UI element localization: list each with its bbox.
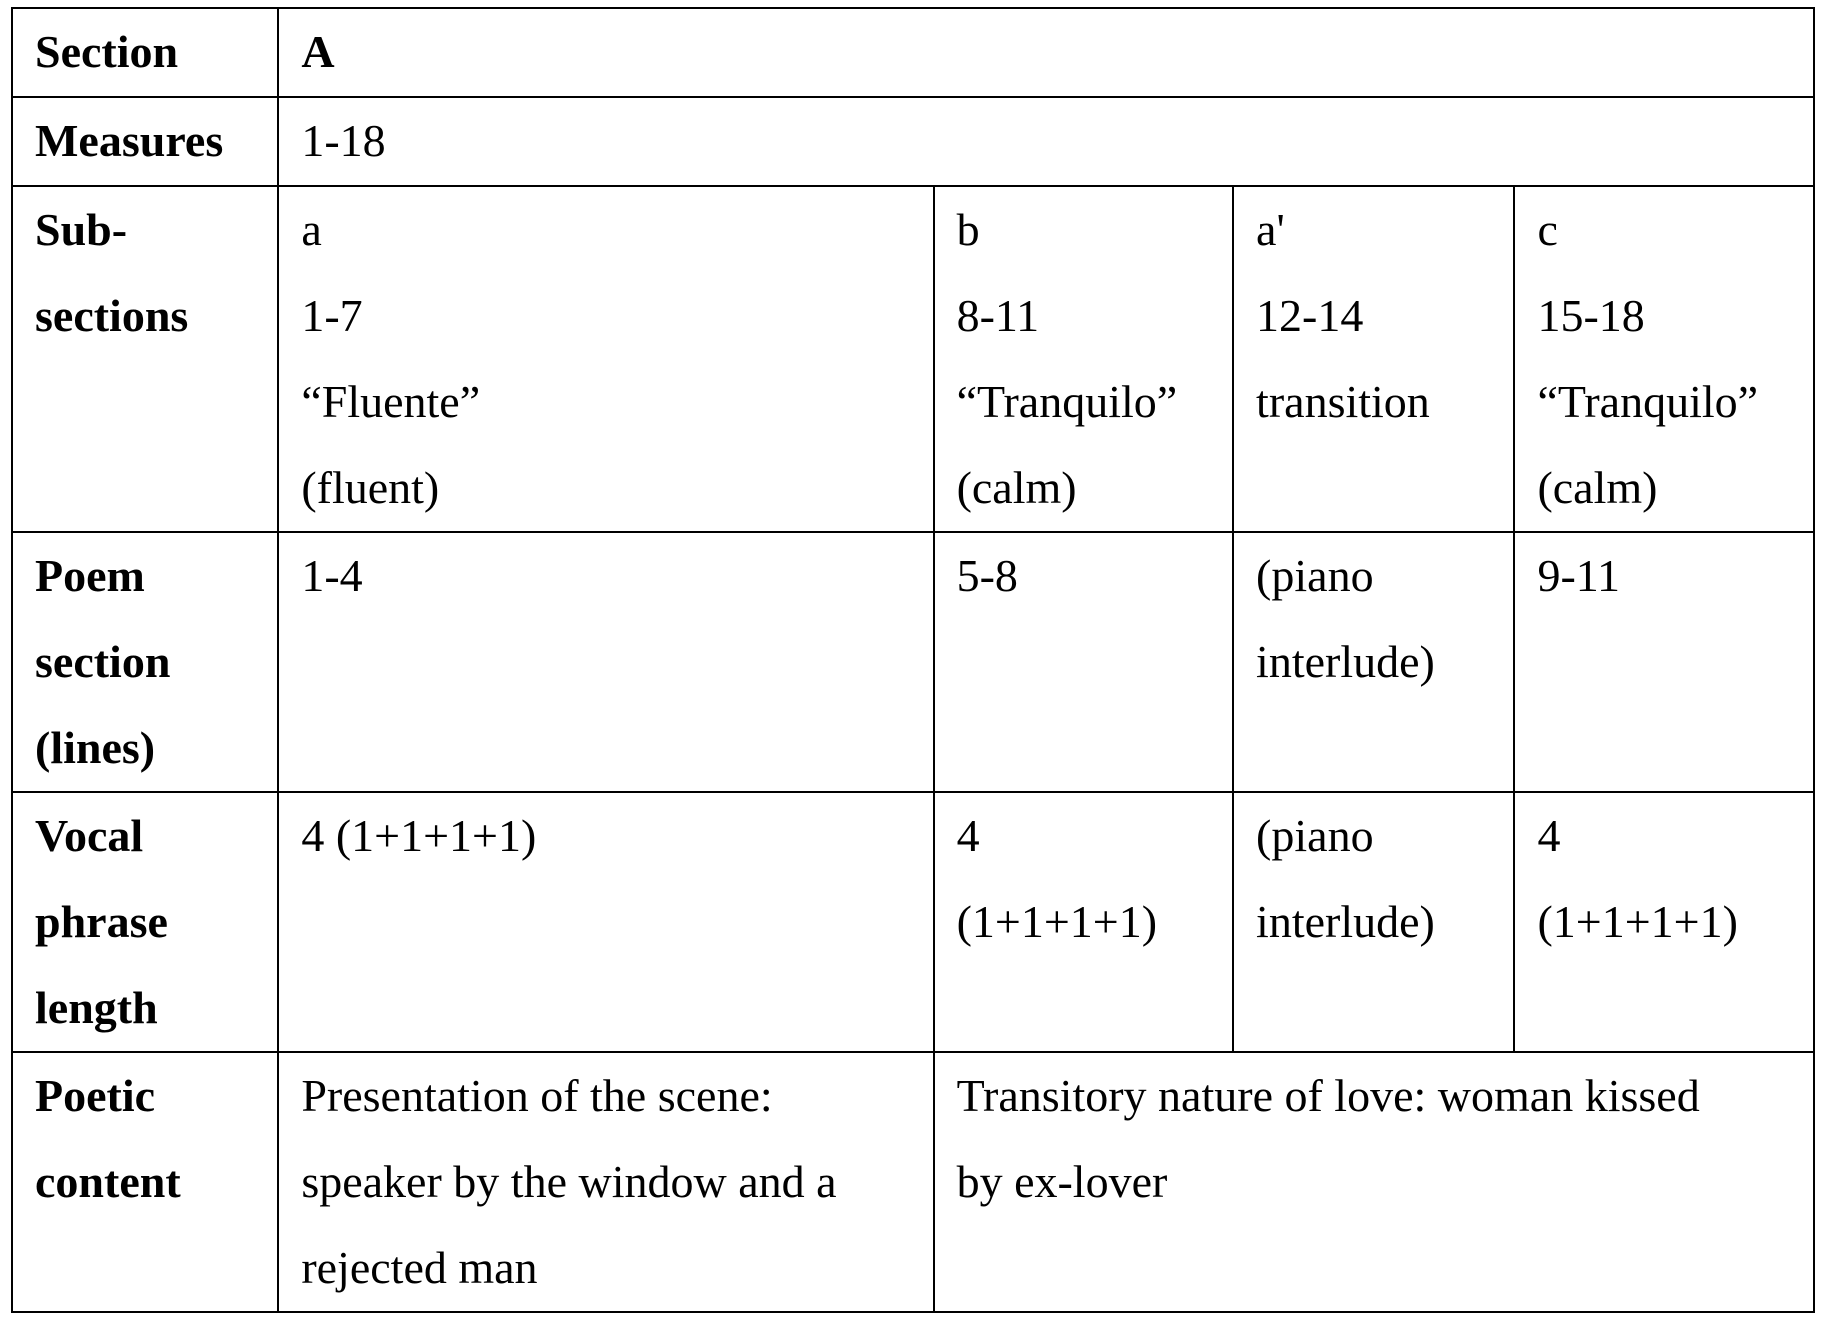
subsection-b-cell xyxy=(934,186,1233,532)
cell-line: 8-11 xyxy=(956,290,1040,341)
cell-line: 4 xyxy=(956,810,980,861)
cell-line: (calm) xyxy=(956,462,1077,513)
vocal-phrase-label xyxy=(12,792,278,1052)
row-measures xyxy=(12,97,1814,186)
label-line: phrase xyxy=(35,896,168,947)
row-vocal-phrase-length xyxy=(12,792,1814,1052)
vocal-phrase-b-cell xyxy=(934,792,1233,1052)
subsection-a-prime-cell xyxy=(1233,186,1514,532)
label-line: Sub- xyxy=(35,204,128,255)
cell-line: 15-18 xyxy=(1537,290,1645,341)
label-line: (lines) xyxy=(35,722,156,773)
poetic-content-b-cell xyxy=(934,1052,1814,1312)
cell-line: (fluent) xyxy=(301,462,440,513)
subsections-label xyxy=(12,186,278,532)
subsection-a-cell xyxy=(278,186,933,532)
cell-line: 9-11 xyxy=(1537,550,1621,601)
cell-line: 4 (1+1+1+1) xyxy=(301,810,537,861)
label-line: Vocal xyxy=(35,810,144,861)
form-analysis-table-wrapper xyxy=(11,7,1815,1313)
cell-line: (piano xyxy=(1256,550,1374,601)
label-line: length xyxy=(35,982,158,1033)
cell-line: Transitory nature of love: woman kissed xyxy=(956,1070,1700,1121)
cell-line: rejected man xyxy=(301,1242,538,1293)
label-line: content xyxy=(35,1156,181,1207)
cell-line: “Tranquilo” xyxy=(1537,376,1759,427)
label-line: section xyxy=(35,636,171,687)
cell-line: “Tranquilo” xyxy=(956,376,1178,427)
cell-line: b xyxy=(956,204,980,255)
cell-line: (calm) xyxy=(1537,462,1658,513)
cell-line: (1+1+1+1) xyxy=(956,896,1158,947)
vocal-phrase-a-prime-cell xyxy=(1233,792,1514,1052)
subsection-c-cell xyxy=(1514,186,1814,532)
cell-line: 5-8 xyxy=(956,550,1018,601)
vocal-phrase-c-cell xyxy=(1514,792,1814,1052)
cell-line: 4 xyxy=(1537,810,1561,861)
form-analysis-table xyxy=(11,7,1815,1313)
poem-section-a-prime-cell xyxy=(1233,532,1514,792)
row-section xyxy=(12,8,1814,97)
cell-line: a xyxy=(301,204,322,255)
cell-line: c xyxy=(1537,204,1558,255)
cell-line: “Fluente” xyxy=(301,376,481,427)
label-line: Poem xyxy=(35,550,145,601)
cell-line: transition xyxy=(1256,376,1430,427)
cell-line: Presentation of the scene: xyxy=(301,1070,773,1121)
poem-section-b-cell xyxy=(934,532,1233,792)
cell-line: by ex-lover xyxy=(956,1156,1168,1207)
cell-line: (piano xyxy=(1256,810,1374,861)
poetic-content-a-cell xyxy=(278,1052,933,1312)
section-label: Section xyxy=(12,8,278,97)
cell-line: interlude) xyxy=(1256,896,1435,947)
cell-line: a' xyxy=(1256,204,1285,255)
cell-line: interlude) xyxy=(1256,636,1435,687)
label-line: Poetic xyxy=(35,1070,156,1121)
cell-line: (1+1+1+1) xyxy=(1537,896,1738,947)
poetic-content-label xyxy=(12,1052,278,1312)
label-line: sections xyxy=(35,290,189,341)
cell-line: 1-7 xyxy=(301,290,363,341)
poem-section-c-cell xyxy=(1514,532,1814,792)
cell-line: 12-14 xyxy=(1256,290,1364,341)
row-poem-section xyxy=(12,532,1814,792)
poem-section-a-cell xyxy=(278,532,933,792)
section-value: A xyxy=(278,8,1814,97)
row-subsections xyxy=(12,186,1814,532)
row-poetic-content xyxy=(12,1052,1814,1312)
measures-label: Measures xyxy=(12,97,278,186)
poem-section-label xyxy=(12,532,278,792)
cell-line: 1-4 xyxy=(301,550,363,601)
vocal-phrase-a-cell xyxy=(278,792,933,1052)
cell-line: speaker by the window and a xyxy=(301,1156,837,1207)
measures-value: 1-18 xyxy=(278,97,1814,186)
